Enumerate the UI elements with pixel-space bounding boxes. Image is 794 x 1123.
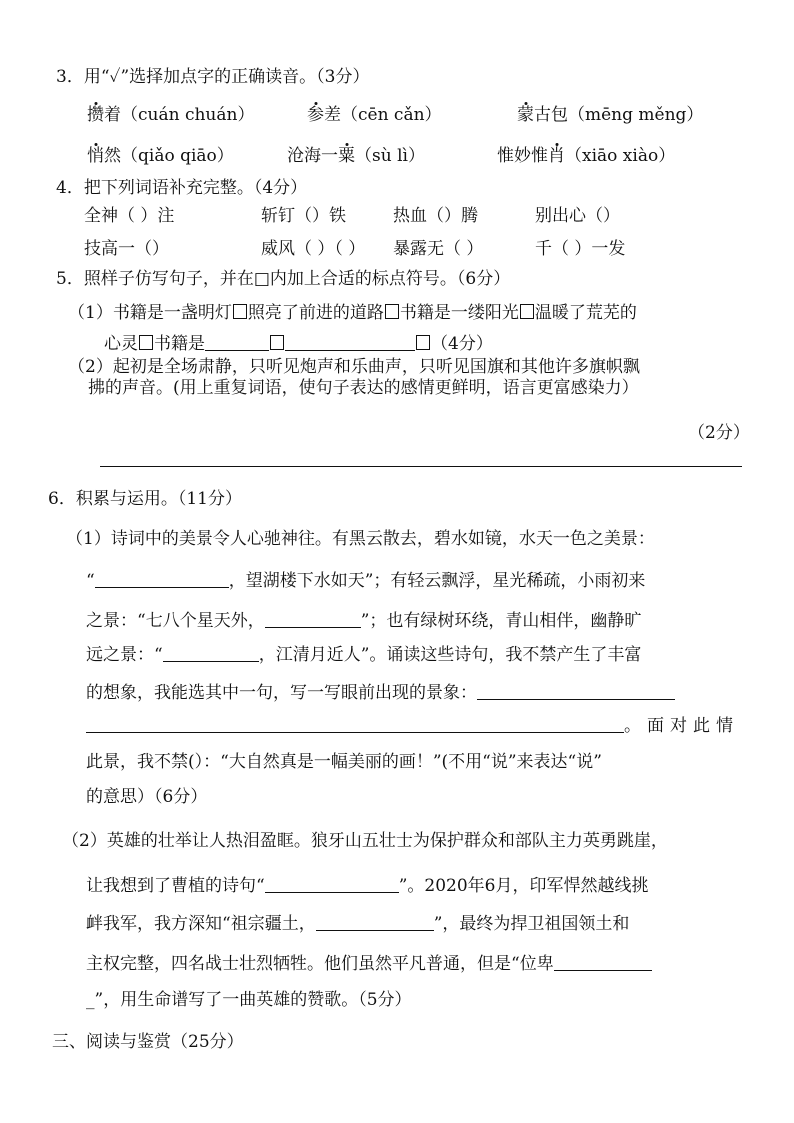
q5-title: 5．照样子仿写句子，并在□内加上合适的标点符号。（6分） [56, 269, 511, 289]
punctuation-box [520, 304, 534, 319]
q6-s1-line3: 之景：“七八个星天外， ”；也有绿树环绕，青山相伴，幽静旷 [86, 611, 642, 631]
poem-blank[interactable] [163, 644, 259, 662]
q6-s1-line5: 的想象，我能选其中一句，写一写眼前出现的景象： [86, 682, 675, 702]
answer-blank[interactable] [477, 682, 675, 700]
answer-blank[interactable] [86, 715, 624, 733]
q5-part2-score: （2分） [688, 423, 750, 443]
punctuation-box [233, 304, 247, 319]
dotted-char: 悄 [87, 146, 104, 166]
poem-blank[interactable] [265, 875, 399, 893]
punctuation-box [416, 335, 430, 350]
poem-blank[interactable] [265, 610, 361, 628]
dotted-char: 粟 [338, 146, 355, 166]
punctuation-box [139, 335, 153, 350]
poem-blank[interactable] [554, 953, 652, 971]
q4-word: 暴露无（ ） [393, 239, 484, 259]
q6-s1-line1: （1）诗词中的美景令人心驰神往。有黑云散去，碧水如镜，水天一色之美景： [66, 529, 655, 549]
q4-word: 威风（ ）（ ） [261, 239, 366, 259]
q4-word: 千（ ）一发 [535, 239, 626, 259]
poem-blank[interactable] [95, 570, 229, 588]
q3-item-5: 沧海一粟（sù lì） [287, 146, 425, 166]
section3-title: 三、阅读与鉴赏（25分） [52, 1032, 244, 1052]
dotted-char: 参 [307, 105, 324, 125]
q6-title: 6．积累与运用。（11分） [48, 489, 242, 509]
answer-blank[interactable] [285, 333, 415, 351]
q6-s2-line1: （2）英雄的壮举让人热泪盈眶。狼牙山五壮士为保护群众和部队主力英勇跳崖， [62, 831, 668, 851]
punctuation-box [270, 335, 284, 350]
q6-s1-line6: 。面对此情 [86, 715, 739, 735]
q3-item-6: 惟妙惟肖（xiāo xiào） [497, 146, 676, 166]
q4-word: 斩钉（）铁 [261, 206, 346, 226]
q5-part1-line2: 心灵 书籍是 （4分） [104, 334, 493, 354]
q5-part2-line2: 拂的声音。(用上重复词语，使句子表达的感情更鲜明，语言更富感染力） [88, 378, 639, 398]
q5-part2-line1: （2）起初是全场肃静，只听见炮声和乐曲声，只听见国旗和其他许多旗帜飘 [68, 357, 640, 377]
answer-blank[interactable] [205, 333, 269, 351]
dotted-char: 肖 [548, 146, 565, 166]
q4-word: 别出心（） [535, 206, 620, 226]
dotted-char: 蒙 [517, 105, 534, 125]
q4-word: 技高一（） [84, 239, 169, 259]
q4-word: 全神（ ）注 [84, 206, 175, 226]
punctuation-box [385, 304, 399, 319]
q4-title: 4．把下列词语补充完整。（4分） [56, 178, 308, 198]
q6-s1-line8: 的意思）（6分） [86, 787, 208, 807]
q6-s1-line4: 远之景：“ ，江清月近人”。诵读这些诗句，我不禁产生了丰富 [86, 645, 642, 665]
q5-part1-line1: （1）书籍是一盏明灯 照亮了前进的道路 书籍是一缕阳光 温暖了荒芜的 [68, 303, 637, 323]
answer-line[interactable] [100, 466, 742, 467]
q6-s1-line2: “ ，望湖楼下水如天”；有轻云飘浮，星光稀疏，小雨初来 [86, 571, 646, 591]
q3-item-3: 蒙古包（mēng měng） [517, 105, 704, 125]
q6-s2-line3: 衅我军，我方深知“祖宗疆土， ”，最终为捍卫祖国领土和 [86, 914, 630, 934]
dotted-char: 攒 [87, 105, 104, 125]
q3-item-2: 参差（cēn cǎn） [307, 105, 442, 125]
q3-item-4: 悄然（qiǎo qiāo） [87, 146, 234, 166]
q6-s1-line7: 此景，我不禁(）：“大自然真是一幅美丽的画！”(不用“说”来表达“说” [86, 752, 602, 772]
q6-s2-line5: _”，用生命谱写了一曲英雄的赞歌。（5分） [86, 990, 412, 1010]
q3-item-1: 攒着（cuán chuán） [87, 105, 255, 125]
q3-title: 3．用“✓”选择加点字的正确读音。（3分） [56, 67, 370, 87]
q6-s2-line2: 让我想到了曹植的诗句“ ”。2020年6月，印军悍然越线挑 [86, 876, 649, 896]
poem-blank[interactable] [316, 913, 434, 931]
q6-s2-line4: 主权完整，四名战士壮烈牺牲。他们虽然平凡普通，但是“位卑 [86, 953, 652, 973]
q4-word: 热血（）腾 [393, 206, 478, 226]
